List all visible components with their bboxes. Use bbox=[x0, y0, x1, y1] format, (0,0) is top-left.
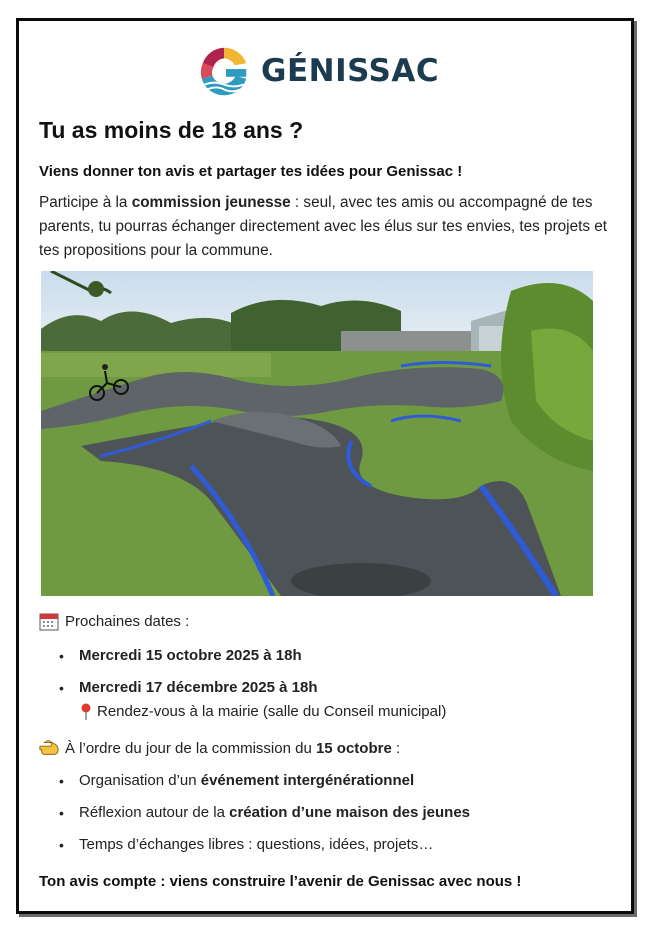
genissac-g-logo-icon bbox=[195, 42, 253, 100]
list-item bbox=[59, 803, 470, 835]
date-1: Mercredi 15 octobre 2025 à 18h bbox=[79, 647, 302, 664]
agenda-label-2: : bbox=[391, 739, 401, 757]
logo bbox=[195, 41, 439, 101]
logo-name: GÉNISSAC bbox=[261, 53, 440, 89]
footer-text: Ton avis compte : viens construire l’avenir de Genissac avec nous ! bbox=[39, 873, 522, 890]
list-item bbox=[59, 646, 446, 678]
agenda-item-text: Organisation d’un bbox=[79, 772, 201, 789]
agenda-label-1: À l’ordre du jour de la commission du bbox=[65, 739, 316, 757]
list-item bbox=[59, 835, 470, 867]
calendar-icon bbox=[39, 611, 59, 631]
date-2: Mercredi 17 décembre 2025 à 18h bbox=[79, 679, 318, 696]
lead-text: Viens donner ton avis et partager tes idées pour Genissac ! bbox=[39, 163, 463, 180]
pin-icon bbox=[79, 703, 93, 721]
photo-illustration bbox=[41, 271, 593, 596]
agenda-heading bbox=[39, 738, 400, 758]
agenda-label-bold: 15 octobre bbox=[315, 739, 392, 757]
agenda-item-bold: création d’une maison des jeunes bbox=[229, 804, 471, 821]
intro-text-2: : seul, avec tes amis ou accompagné de tes parents, tu pourras échanger directement avec les élus sur tes envies, tes projets et tes propositions pour la commune. bbox=[39, 194, 607, 259]
agenda-label bbox=[65, 740, 400, 757]
list-item bbox=[59, 678, 446, 734]
location-text: Rendez-vous à la mairie (salle du Conseil municipal) bbox=[97, 703, 447, 720]
location-line bbox=[79, 702, 446, 722]
intro-text-1: Participe à la bbox=[39, 194, 132, 211]
intro-bold: commission jeunesse bbox=[131, 194, 291, 211]
dates-list bbox=[59, 646, 446, 734]
agenda-list bbox=[59, 771, 470, 867]
pointing-hand-icon bbox=[39, 738, 59, 758]
agenda-item-text: Réflexion autour de la bbox=[79, 804, 230, 821]
intro-paragraph bbox=[39, 191, 609, 263]
list-item bbox=[59, 771, 470, 803]
page-title: Tu as moins de 18 ans ? bbox=[39, 117, 304, 143]
agenda-item-text: Temps d’échanges libres : questions, idées, projets… bbox=[79, 836, 434, 853]
agenda-item-bold: événement intergénérationnel bbox=[200, 772, 415, 789]
dates-label: Prochaines dates : bbox=[65, 612, 190, 630]
pump-track-photo bbox=[41, 271, 593, 596]
dates-heading bbox=[39, 611, 189, 631]
poster-frame bbox=[16, 18, 634, 914]
